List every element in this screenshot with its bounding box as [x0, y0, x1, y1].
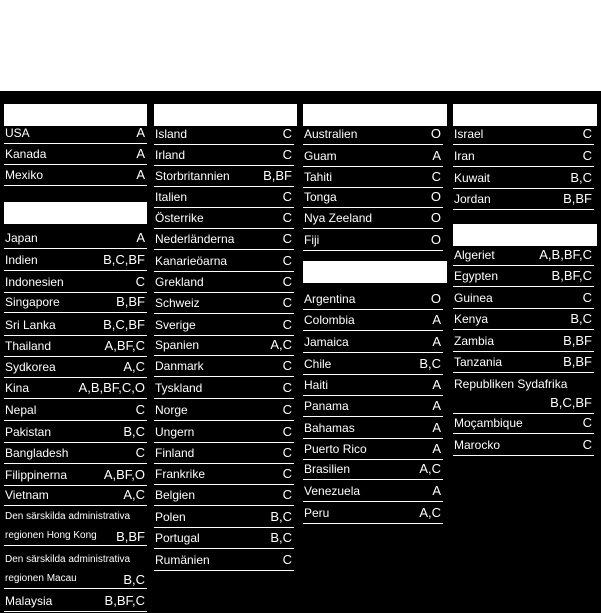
region-header-box — [303, 104, 447, 126]
table-row: Colombia A — [303, 310, 443, 331]
table-row: Bangladesh C — [4, 443, 147, 464]
table-row: Brasilien A,C — [303, 459, 443, 480]
table-row: Filippinerna A,BF,O — [4, 465, 147, 486]
table-row: Ungern C — [154, 422, 294, 443]
table-row: Fiji O — [303, 230, 443, 251]
region-header-box — [453, 104, 597, 126]
table-row: Frankrike C — [154, 464, 294, 485]
table-row: Bahamas A — [303, 418, 443, 439]
table-row: Finland C — [154, 443, 294, 464]
table-row: Österrike C — [154, 208, 294, 229]
table-row: Kuwait B,C — [453, 168, 594, 189]
table-row: Israel C — [453, 124, 594, 145]
table-row: Sydkorea A,C — [4, 357, 147, 378]
table-row: Guinea C — [453, 288, 594, 309]
region-header-box — [154, 104, 297, 126]
table-row: Tyskland C — [154, 378, 294, 399]
table-row: Grekland C — [154, 272, 294, 293]
table-row: Portugal B,C — [154, 528, 294, 549]
table-row: Thailand A,BF,C — [4, 336, 147, 357]
table-row: Nya Zeeland O — [303, 208, 443, 229]
column-3 — [303, 91, 451, 613]
table-row: Belgien C — [154, 485, 294, 506]
table-row: Rumänien C — [154, 550, 294, 571]
column-4 — [453, 91, 601, 613]
table-row: Guam A — [303, 146, 443, 167]
table-row: Italien C — [154, 187, 294, 208]
table-row: Japan A — [4, 228, 147, 249]
table-row: Tanzania B,BF — [453, 352, 594, 373]
table-row: Malaysia B,BF,C — [4, 591, 147, 612]
table-row: Den särskilda administrativa regionen Hong Kong B,BF — [4, 507, 147, 546]
column-2 — [154, 91, 302, 613]
table-row: Algeriet A,B,BF,C — [453, 245, 594, 266]
table-row: Iran C — [453, 146, 594, 167]
table-row: Peru A,C — [303, 503, 443, 524]
table-row: Jordan B,BF — [453, 189, 594, 210]
table-row: Sverige C — [154, 315, 294, 336]
table-row: Zambia B,BF — [453, 331, 594, 352]
table-row: Storbritannien B,BF — [154, 166, 294, 187]
table-row: Moçambique C — [453, 413, 594, 434]
table-row: Mexiko A — [4, 165, 147, 186]
table-row: Den särskilda administrativa regionen Macau B,C — [4, 550, 147, 589]
table-row: Marocko C — [453, 435, 594, 456]
region-header-box — [453, 224, 597, 246]
table-row: Kina A,B,BF,C,O — [4, 378, 147, 399]
table-row: Kanarieöarna C — [154, 251, 294, 272]
table-row: B,C,BF — [453, 393, 594, 414]
table-row: USA A — [4, 123, 147, 144]
table-row: Australien O — [303, 124, 443, 145]
table-row: Spanien A,C — [154, 335, 294, 356]
column-1 — [4, 91, 152, 613]
table-row: Vietnam A,C — [4, 485, 147, 506]
table-row: Republiken Sydafrika — [454, 377, 568, 391]
table-row: Nepal C — [4, 400, 147, 421]
table-row: Island C — [154, 124, 294, 145]
table-row: Egypten B,BF,C — [453, 266, 594, 287]
table-row: Kenya B,C — [453, 309, 594, 330]
region-header-box — [303, 261, 447, 283]
table-row: Singapore B,BF — [4, 292, 147, 313]
table-row: Nederländerna C — [154, 229, 294, 250]
table-row: Danmark C — [154, 356, 294, 377]
table-row: Jamaica A — [303, 332, 443, 353]
table-row: Tahiti C — [303, 167, 443, 188]
country-code-table — [0, 91, 601, 613]
table-row: Polen B,C — [154, 507, 294, 528]
table-row: Argentina O — [303, 289, 443, 310]
table-row: Kanada A — [4, 144, 147, 165]
table-row: Indien B,C,BF — [4, 250, 147, 271]
table-row: Schweiz C — [154, 293, 294, 314]
table-row: Puerto Rico A — [303, 439, 443, 460]
table-row: Indonesien C — [4, 272, 147, 293]
table-row: Venezuela A — [303, 481, 443, 502]
table-row: Sri Lanka B,C,BF — [4, 315, 147, 336]
table-row: Haiti A — [303, 375, 443, 396]
table-row: Chile B,C — [303, 354, 443, 375]
table-row: Panama A — [303, 396, 443, 417]
table-row: Pakistan B,C — [4, 422, 147, 443]
table-row: Irland C — [154, 145, 294, 166]
table-row: Norge C — [154, 400, 294, 421]
table-row: Tonga O — [303, 187, 443, 208]
region-header-box — [4, 202, 147, 224]
